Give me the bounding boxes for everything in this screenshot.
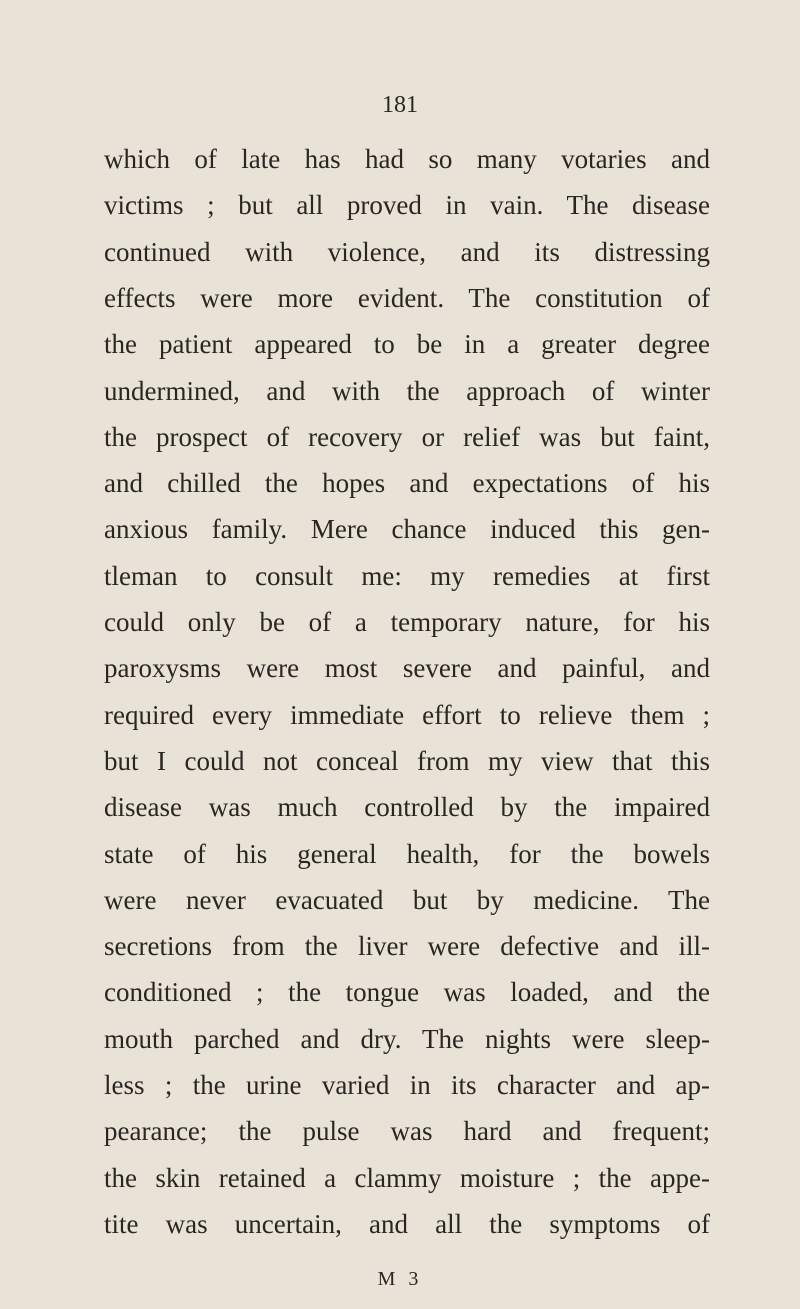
text-line: pearance; the pulse was hard and frequent;: [104, 1116, 710, 1147]
text-line: tleman to consult me: my remedies at first: [104, 560, 710, 591]
text-line: tite was uncertain, and all the symptoms of: [104, 1208, 710, 1239]
text-line: the skin retained a clammy moisture ; the appe-: [104, 1162, 710, 1193]
text-line: state of his general health, for the bowels: [104, 838, 710, 869]
text-line: effects were more evident. The constitution of: [104, 282, 710, 313]
text-line: less ; the urine varied in its character and ap-: [104, 1070, 710, 1100]
text-line: mouth parched and dry. The nights were sleep-: [104, 1023, 710, 1054]
page-number: 181: [382, 92, 418, 118]
text-line: undermined, and with the approach of winter: [104, 375, 710, 406]
text-line: continued with violence, and its distressing: [104, 236, 710, 267]
text-line: the prospect of recovery or relief was but faint,: [104, 421, 710, 452]
text-line: which of late has had so many votaries and: [104, 144, 710, 174]
text-line: and chilled the hopes and expectations of his: [104, 468, 710, 499]
text-line: were never evacuated but by medicine. The: [104, 884, 710, 915]
text-line: the patient appeared to be in a greater degree: [104, 329, 710, 360]
text-line: required every immediate effort to relieve them ;: [104, 699, 710, 730]
text-line: disease was much controlled by the impaired: [104, 792, 710, 823]
text-line: could only be of a temporary nature, for his: [104, 607, 710, 637]
text-line: victims ; but all proved in vain. The disease: [104, 190, 710, 221]
text-line: but I could not conceal from my view that this: [104, 745, 710, 776]
signature-mark: M 3: [377, 1268, 423, 1290]
text-line: secretions from the liver were defective and ill-: [104, 931, 710, 962]
text-line: anxious family. Mere chance induced this gen-: [104, 514, 710, 545]
text-line: conditioned ; the tongue was loaded, and the: [104, 977, 710, 1008]
text-line: paroxysms were most severe and painful, and: [104, 653, 710, 684]
